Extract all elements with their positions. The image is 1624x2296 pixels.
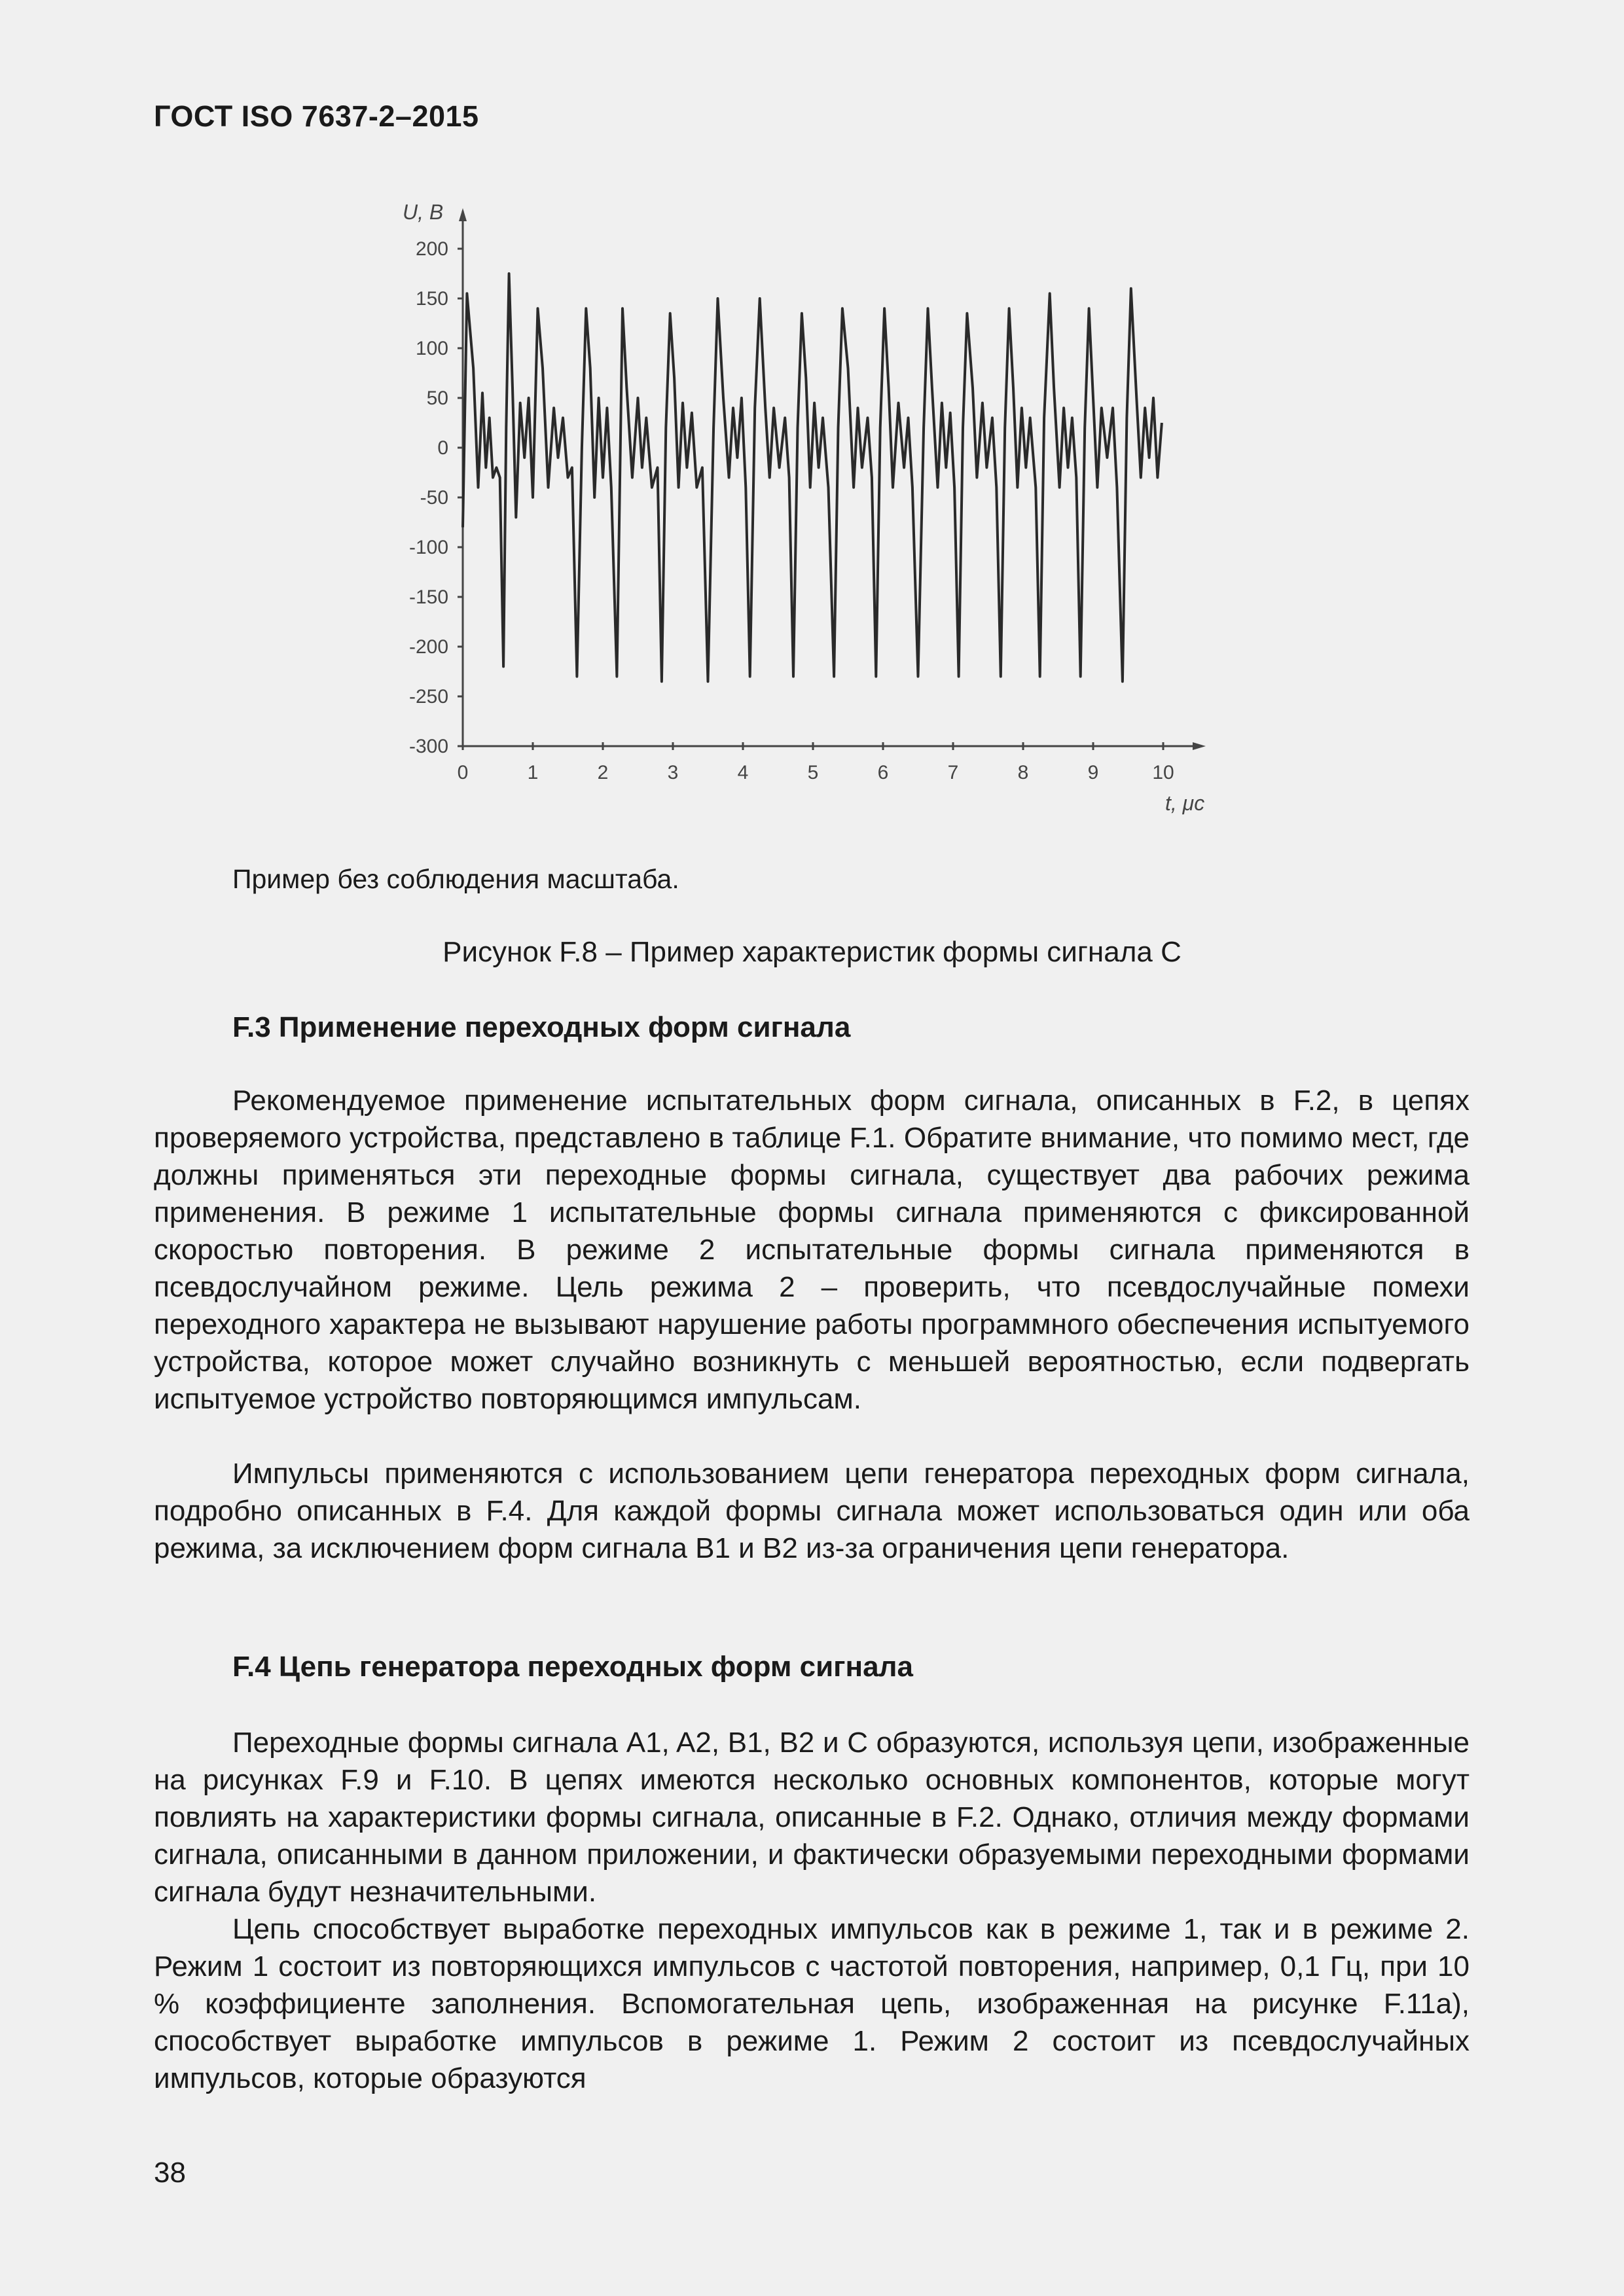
x-tick-label: 9: [1087, 762, 1099, 783]
x-axis-arrow: [1193, 742, 1206, 750]
y-tick-label: -150: [408, 586, 448, 608]
series-line-0: [463, 274, 1162, 681]
y-tick-label: 0: [437, 437, 448, 459]
paragraph-f4-1: Переходные формы сигнала A1, A2, B1, B2 и C образуются, используя цепи, изображенные на рисунках F.9 и F.10. В цепях имеются несколько основных компонентов, которые могут повлиять на характеристики формы сигнала, описанные в F.2. Однако, отличия между формами сигнала, описанными в данном приложении, и фактически образуемыми переходными формами сигнала будут незначительными.: [154, 1727, 1470, 1908]
figure-caption: Рисунок F.8 – Пример характеристик формы сигнала C: [442, 936, 1182, 968]
y-tick-label: -50: [420, 487, 448, 509]
document-header: ГОСТ ISO 7637-2–2015: [154, 99, 479, 133]
x-axis-label: t, μc: [1165, 791, 1205, 815]
y-tick-label: -250: [408, 686, 448, 708]
y-tick-label: 100: [415, 338, 448, 359]
x-tick-label: 0: [457, 762, 469, 783]
y-axis-label: U, B: [403, 200, 444, 224]
x-tick-label: 5: [807, 762, 819, 783]
x-tick-label: 4: [737, 762, 749, 783]
figure-note: Пример без соблюдения масштаба.: [232, 864, 679, 894]
paragraph-f4-2: Цепь способствует выработке переходных импульсов как в режиме 1, так и в режиме 2. Режим 1 состоит из повторяющихся импульсов с частотой повторения, например, 0,1 Гц, при 10 % коэффициенте заполнения. Вспомогательная цепь, изображенная на рисунке F.11a), способствует выработке импульсов в режиме 1. Режим 2 состоит из псевдослучайных импульсов, которые образуются: [154, 1913, 1470, 2094]
paragraph-f3-2: Импульсы применяются с использованием цепи генератора переходных форм сигнала, подробно описанных в F.4. Для каждой формы сигнала может использоваться один или оба режима, за исключением форм сигнала B1 и B2 из-за ограничения цепи генератора.: [154, 1458, 1470, 1564]
y-tick-label: 200: [415, 238, 448, 260]
y-tick-label: 50: [426, 387, 448, 409]
paragraph-f3-1: Рекомендуемое применение испытательных форм сигнала, описанных в F.2, в цепях проверяемого устройства, представлено в таблице F.1. Обратите внимание, что помимо мест, где должны применяться эти переходные формы сигнала, существует два рабочих режима применения. В режиме 1 испытательные формы сигнала применяются с фиксированной скоростью повторения. В режиме 2 испытательные формы сигнала применяются в псевдослучайном режиме. Цель режима 2 – проверить, что псевдослучайные помехи переходного характера не вызывают нарушение работы программного обеспечения испытуемого устройства, которое может случайно возникнуть с меньшей вероятностью, если подвергать испытуемое устройство повторяющимся импульсам.: [154, 1085, 1470, 1415]
y-axis-arrow: [459, 208, 467, 221]
x-tick-label: 1: [527, 762, 539, 783]
y-tick-label: -100: [408, 537, 448, 558]
y-tick-label: -200: [408, 636, 448, 658]
section-heading-f4: F.4 Цепь генератора переходных форм сигнала: [232, 1651, 913, 1683]
y-tick-label: 150: [415, 288, 448, 310]
page-number: 38: [154, 2157, 186, 2189]
x-tick-label: 2: [597, 762, 609, 783]
x-tick-label: 6: [877, 762, 889, 783]
x-tick-label: 3: [667, 762, 679, 783]
waveform-figure: [367, 190, 1257, 831]
x-tick-label: 7: [947, 762, 959, 783]
y-tick-label: -300: [408, 736, 448, 757]
waveform-chart: [367, 190, 1257, 831]
section-heading-f3: F.3 Применение переходных форм сигнала: [232, 1011, 851, 1043]
x-tick-label: 10: [1152, 762, 1174, 783]
x-tick-label: 8: [1017, 762, 1029, 783]
